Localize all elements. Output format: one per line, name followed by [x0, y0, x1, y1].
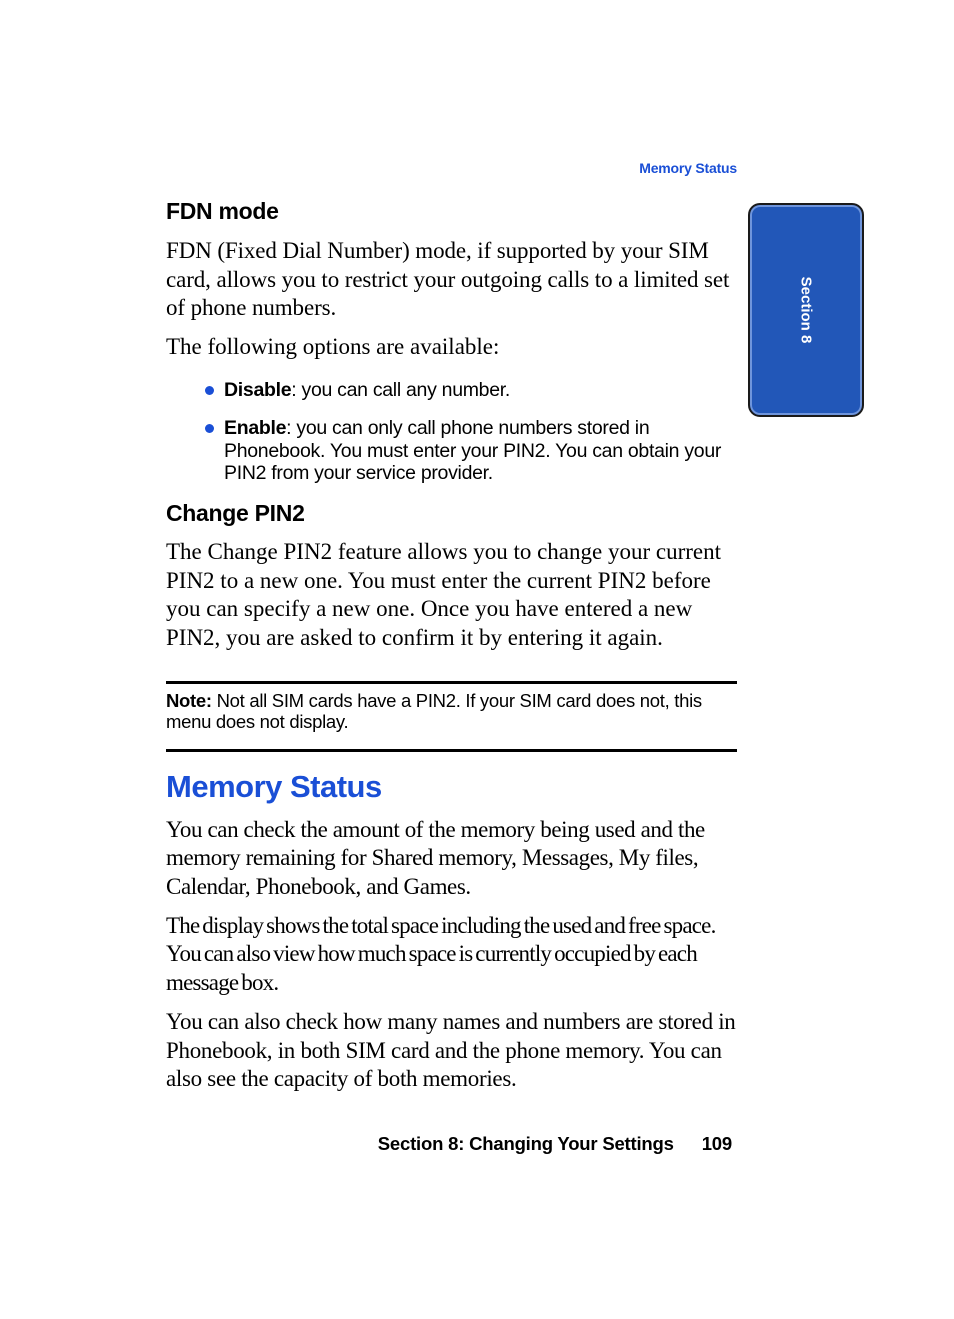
note-box [166, 681, 737, 752]
change-pin2-heading: Change PIN2 [166, 499, 305, 526]
fdn-options-list [166, 379, 737, 485]
fdn-options-lead: The following options are available: [166, 334, 500, 360]
section-tab-label: Section 8 [797, 276, 815, 344]
option-term: Disable [224, 378, 292, 401]
note-label: Note: [166, 689, 212, 711]
footer-section-label: Section 8: Changing Your Settings [377, 1133, 674, 1154]
option-term: Enable [224, 417, 287, 440]
memory-paragraph-2: The display shows the total space including the used and free space. You can also view how much space is currently occupied by each message box. [166, 912, 716, 996]
memory-paragraph-3: You can also check how many names and numbers are stored in Phonebook, in both SIM card and the phone memory. You can also see the capacity of both memories. [166, 1008, 736, 1092]
option-description: : you can call any number. [291, 378, 511, 401]
page-number: 109 [701, 1133, 732, 1154]
bullet-icon [205, 424, 214, 433]
bullet-icon [205, 386, 214, 395]
page-footer [378, 1133, 732, 1155]
note-text: Not all SIM cards have a PIN2. If your SIM card does not, this menu does not display. [166, 689, 702, 733]
section-tab [748, 203, 864, 417]
running-header: Memory Status [639, 160, 737, 176]
fdn-mode-heading: FDN mode [166, 198, 279, 224]
fdn-intro-paragraph: FDN (Fixed Dial Number) mode, if supported by your SIM card, allows you to restrict your outgoing calls to a limited set of phone numbers. [166, 238, 730, 321]
memory-status-title: Memory Status [166, 768, 382, 804]
list-item [166, 417, 737, 485]
option-description: : you can only call phone numbers stored in Phonebook. You must enter your PIN2. You can obtain your PIN2 from your service provider. [224, 417, 722, 485]
list-item [166, 379, 737, 402]
memory-paragraph-1: You can check the amount of the memory being used and the memory remaining for Shared memory, Messages, My files, Calendar, Phonebook, and Games. [166, 816, 705, 900]
page-content [166, 196, 737, 1094]
change-pin2-paragraph: The Change PIN2 feature allows you to change your current PIN2 to a new one. You must enter the current PIN2 before you can specify a new one. Once you have entered a new PIN2, you are asked to confirm it by entering it again. [166, 538, 722, 650]
